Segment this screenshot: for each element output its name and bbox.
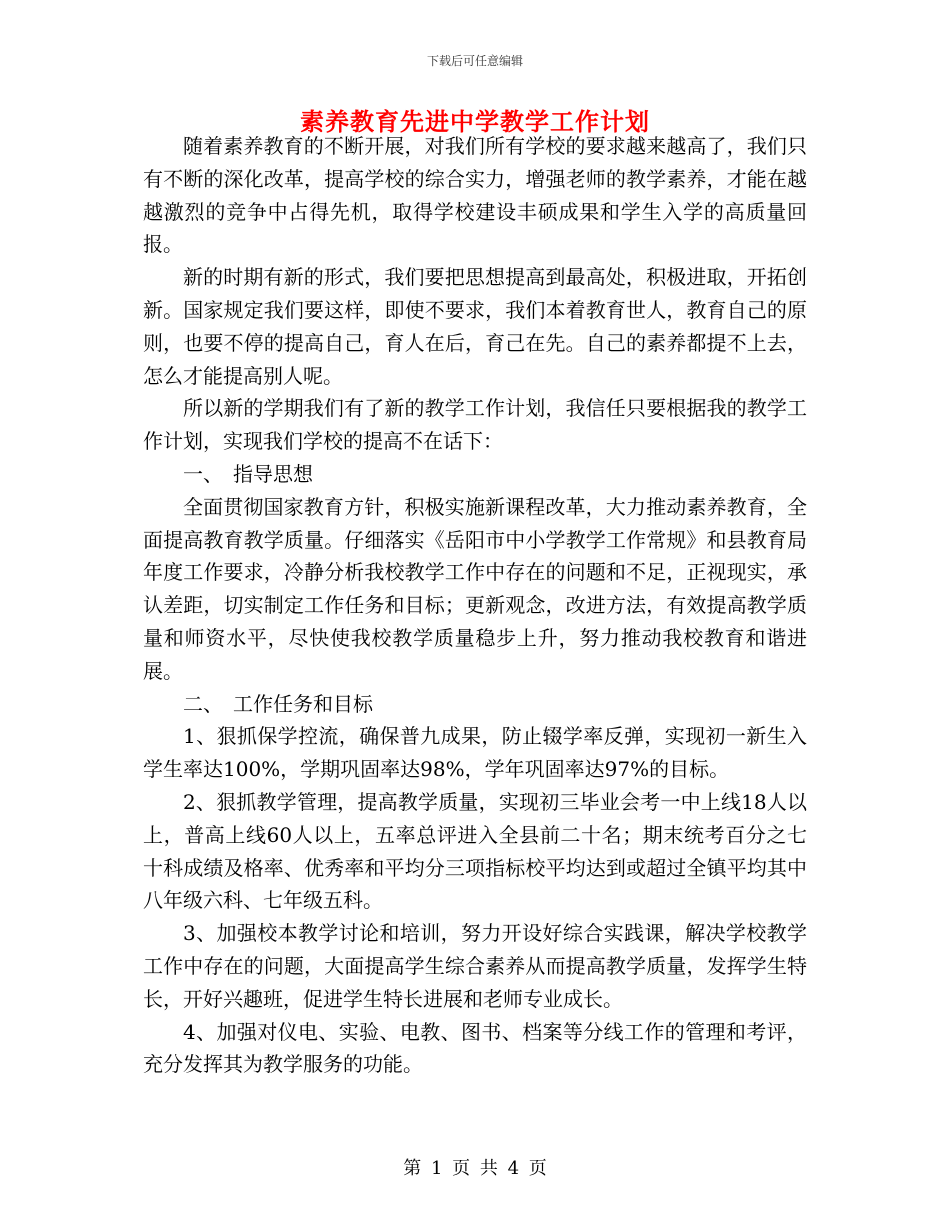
page-number-footer: 第 1 页 共 4 页 [403,1158,547,1179]
paragraph-intro-3: 所以新的学期我们有了新的教学工作计划，我信任只要根据我的教学工作计划，实现我们学校的提高不在话下： [143,396,807,454]
paragraph-intro-2: 新的时期有新的形式，我们要把思想提高到最高处，积极进取，开拓创新。国家规定我们要这样，即使不要求，我们本着教育世人，教育自己的原则，也要不停的提高自己，育人在后，育己在先。自己的素养都提不上去，怎么才能提高别人呢。 [143,265,807,388]
header-note: 下载后可任意编辑 [426,54,523,68]
document-title: 素养教育先进中学教学工作计划 [300,107,650,136]
list-item-task-3: 3、加强校本教学讨论和培训，努力开设好综合实践课，解决学校教学工作中存在的问题，大面提高学生综合素养从而提高教学质量，发挥学生特长，开好兴趣班，促进学生特长进展和老师专业成长。 [143,921,807,1011]
list-item-task-1: 1、狠抓保学控流，确保普九成果，防止辍学率反弹，实现初一新生入学生率达100%，学期巩固率达98%，学年巩固率达97%的目标。 [143,724,807,782]
paragraph-intro-1: 随着素养教育的不断开展，对我们所有学校的要求越来越高了，我们只有不断的深化改革，提高学校的综合实力，增强老师的教学素养，才能在越越激烈的竞争中占得先机，取得学校建设丰硕成果和学生入学的高质量回报。 [143,134,807,257]
section-heading-tasks-goals: 二、 工作任务和目标 [183,691,373,716]
list-item-task-2: 2、狠抓教学管理，提高教学质量，实现初三毕业会考一中上线18人以上，普高上线60人以上，五率总评进入全县前二十名；期末统考百分之七十科成绩及格率、优秀率和平均分三项指标校平均达到或超过全镇平均其中八年级六科、七年级五科。 [143,789,807,913]
section-heading-guiding-ideology: 一、 指导思想 [183,461,313,486]
document-body [143,130,807,1081]
list-item-task-4: 4、加强对仪电、实验、电教、图书、档案等分线工作的管理和考评，充分发挥其为教学服务的功能。 [143,1019,807,1077]
paragraph-guiding-ideology: 全面贯彻国家教育方针，积极实施新课程改革，大力推动素养教育，全面提高教育教学质量。仔细落实《岳阳市中小学教学工作常规》和县教育局年度工作要求，冷静分析我校教学工作中存在的问题和不足，正视现实，承认差距，切实制定工作任务和目标；更新观念，改进方法，有效提高教学质量和师资水平，尽快使我校教学质量稳步上升，努力推动我校教育和谐进展。 [143,494,807,683]
